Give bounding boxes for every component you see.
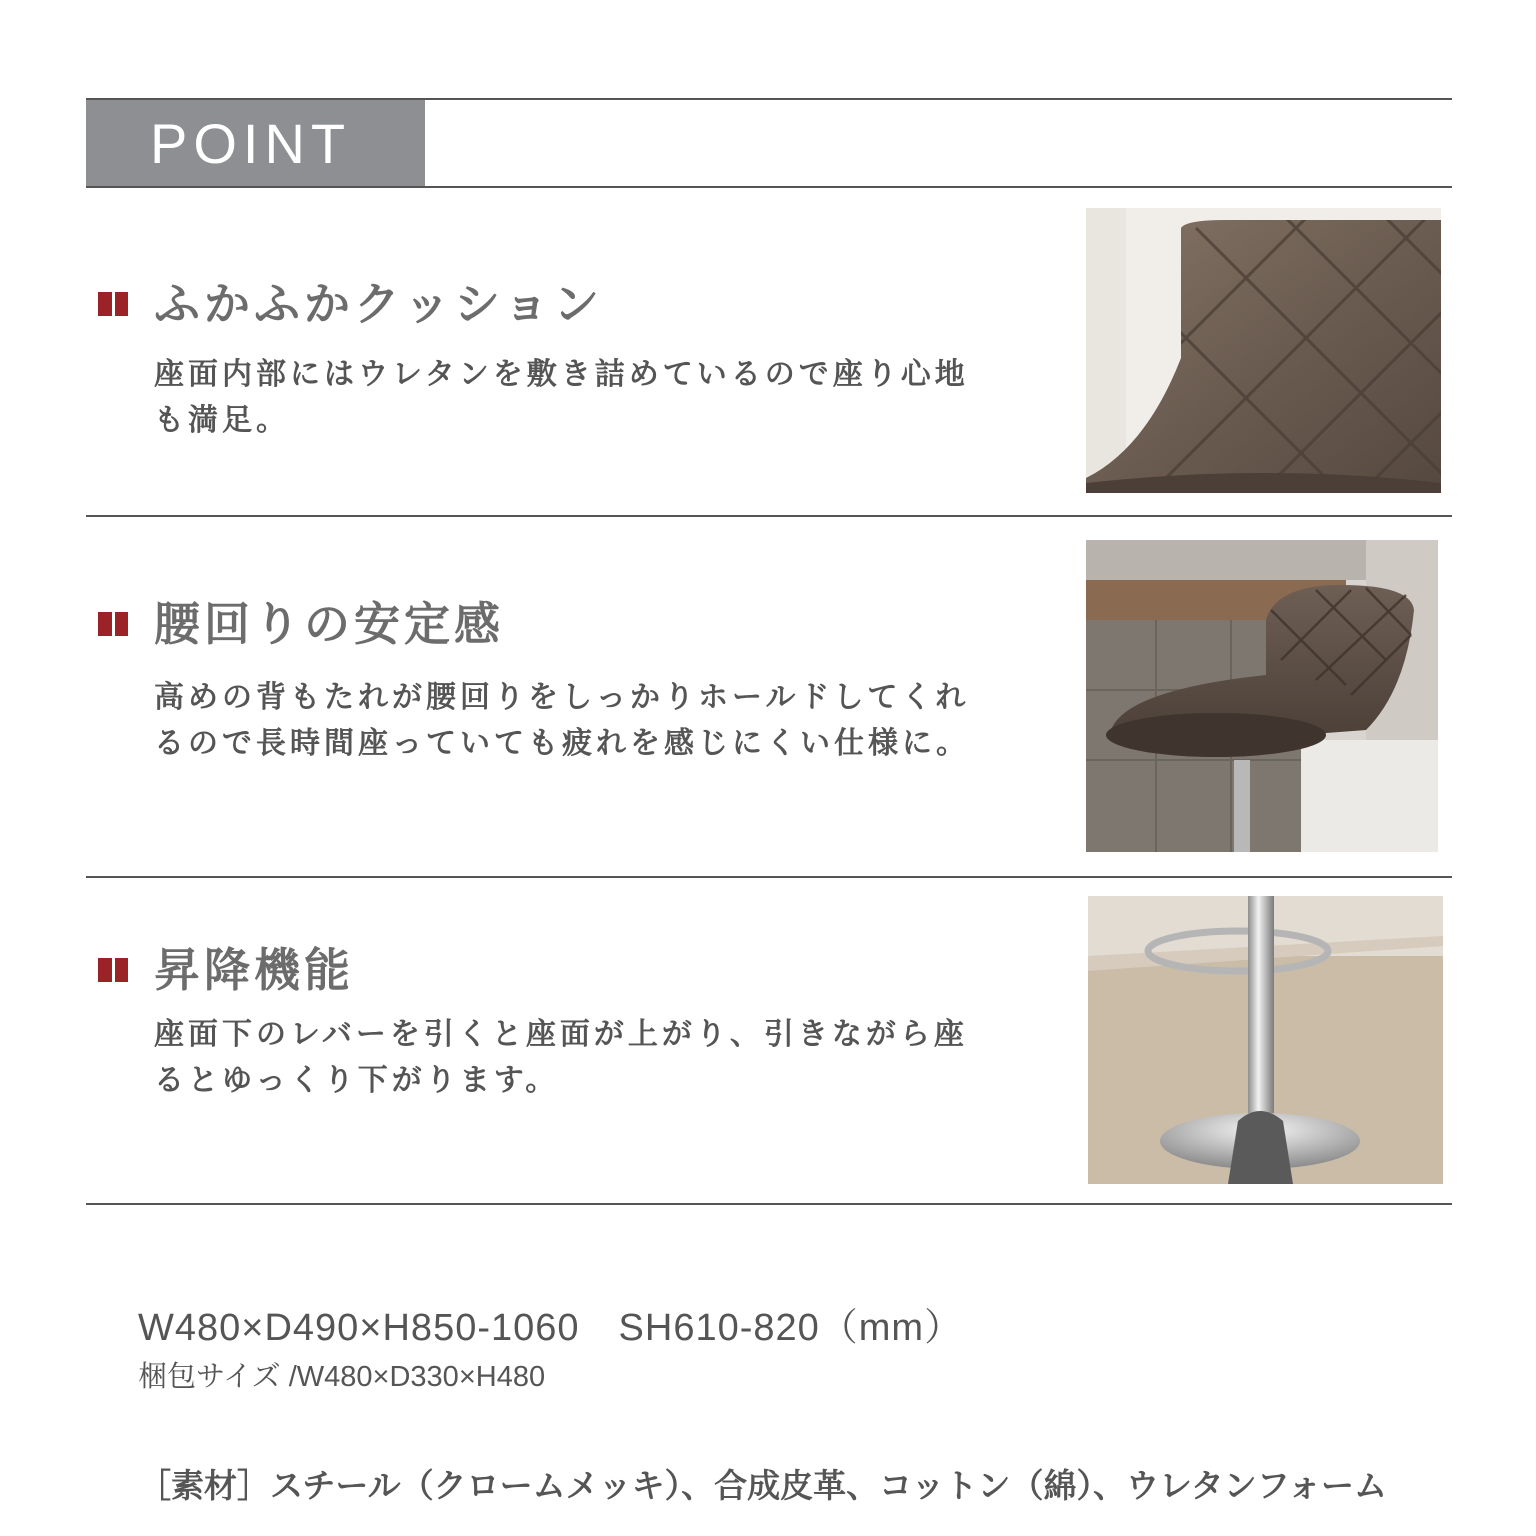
point-description: 座面下のレバーを引くと座面が上がり、引きながら座るとゆっくり下がります。 xyxy=(154,1017,968,1098)
section-divider xyxy=(86,515,1452,517)
leather-seat-closeup-image xyxy=(1086,208,1441,493)
point-title: 腰回りの安定感 xyxy=(154,597,504,651)
point-description: 座面内部にはウレタンを敷き詰めているので座り心地も満足。 xyxy=(154,357,969,438)
bullet-icon xyxy=(98,958,128,982)
section-divider xyxy=(86,876,1452,878)
material-text: ［素材］スチール（クロームメッキ）、合成皮革、コットン（綿）、ウレタンフォーム xyxy=(138,1466,1388,1505)
point-header-label: POINT xyxy=(150,112,352,175)
bullet-icon xyxy=(98,612,128,636)
point-title: 昇降機能 xyxy=(154,943,354,997)
section-divider xyxy=(86,1203,1452,1205)
photo-stool-backrest xyxy=(1086,540,1438,852)
bullet-icon xyxy=(98,292,128,316)
header-bottom-rule xyxy=(86,186,1452,188)
package-size-text: 梱包サイズ /W480×D330×H480 xyxy=(138,1361,546,1393)
photo-seat-cushion xyxy=(1086,208,1441,493)
bar-stool-counter-image xyxy=(1086,540,1438,852)
point-title: ふかふかクッション xyxy=(154,277,604,331)
dimensions-text: W480×D490×H850-1060 SH610-820（mm） xyxy=(138,1307,964,1349)
point-description: 高めの背もたれが腰回りをしっかりホールドしてくれるので長時間座っていても疲れを感じにくい仕様に。 xyxy=(154,680,970,761)
photo-stool-base xyxy=(1088,896,1443,1184)
chrome-base-image xyxy=(1088,896,1443,1184)
